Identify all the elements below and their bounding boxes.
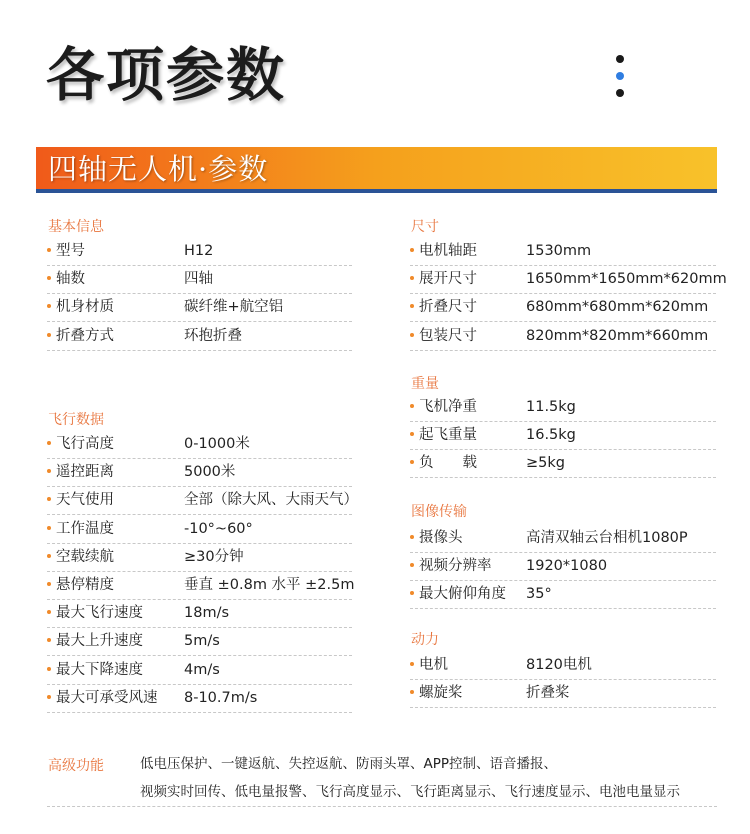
section-heading-weight: 重量 — [411, 376, 439, 392]
spec-value: 11.5kg — [526, 399, 576, 415]
spec-label: 负 载 — [419, 455, 477, 472]
spec-label: 最大上升速度 — [56, 633, 143, 650]
spec-label: 遥控距离 — [56, 464, 114, 481]
bullet-icon — [410, 460, 414, 464]
spec-label: 空载续航 — [56, 548, 114, 565]
section-heading-image: 图像传输 — [411, 504, 467, 520]
spec-label: 最大可承受风速 — [56, 689, 158, 706]
spec-row — [47, 656, 352, 685]
spec-label: 视频分辨率 — [419, 558, 492, 575]
bullet-icon — [410, 662, 414, 666]
spec-value: 18m/s — [184, 605, 230, 622]
menu-dot — [616, 55, 624, 63]
spec-value: ≥30分钟 — [184, 548, 244, 565]
bullet-icon — [47, 554, 51, 558]
spec-row — [47, 237, 352, 266]
spec-label: 螺旋桨 — [419, 685, 463, 702]
section-heading-flight: 飞行数据 — [48, 412, 104, 428]
banner-title: 四轴无人机·参数 — [48, 152, 269, 186]
divider — [47, 806, 717, 807]
spec-label: 电机轴距 — [419, 243, 477, 259]
spec-row — [410, 651, 716, 680]
spec-row — [47, 684, 352, 713]
spec-row — [47, 571, 355, 600]
spec-value: 碳纤维+航空铝 — [184, 299, 284, 316]
bullet-icon — [410, 333, 414, 337]
spec-value: H12 — [184, 243, 214, 259]
spec-value: 1650mm*1650mm*620mm — [526, 271, 727, 288]
bullet-icon — [410, 535, 414, 539]
bullet-icon — [410, 563, 414, 567]
bullet-icon — [47, 333, 51, 337]
spec-row — [47, 458, 352, 487]
spec-row — [47, 515, 352, 544]
bullet-icon — [47, 695, 51, 699]
spec-row — [47, 543, 352, 572]
spec-row — [47, 293, 352, 322]
spec-value: 高清双轴云台相机1080P — [526, 530, 688, 546]
spec-row — [410, 449, 716, 478]
spec-label: 悬停精度 — [56, 577, 114, 593]
section-heading-basic: 基本信息 — [48, 219, 104, 235]
spec-value: 680mm*680mm*620mm — [526, 299, 709, 316]
bullet-icon — [47, 441, 51, 445]
bullet-icon — [47, 248, 51, 252]
spec-label: 最大飞行速度 — [56, 605, 143, 622]
spec-value: 4m/s — [184, 661, 220, 678]
spec-row — [410, 679, 716, 708]
more-menu-icon[interactable] — [612, 53, 628, 103]
spec-row — [47, 430, 352, 459]
advanced-features-line-1: 低电压保护、一键返航、失控返航、防雨头罩、APP控制、语音播报、 — [140, 756, 558, 772]
spec-label: 摄像头 — [419, 530, 463, 546]
spec-value: -10°~60° — [184, 520, 253, 537]
spec-value: 5000米 — [184, 464, 236, 481]
menu-dot-active — [616, 72, 624, 80]
banner-underline — [36, 189, 717, 193]
bullet-icon — [47, 526, 51, 530]
spec-value: 环抱折叠 — [184, 327, 242, 344]
advanced-features-line-2: 视频实时回传、低电量报警、飞行高度显示、飞行距离显示、飞行速度显示、电池电量显示 — [140, 784, 680, 800]
spec-label: 飞机净重 — [419, 399, 477, 415]
spec-label: 轴数 — [56, 271, 85, 288]
section-heading-power: 动力 — [411, 632, 439, 648]
spec-label: 折叠方式 — [56, 327, 114, 344]
bullet-icon — [47, 638, 51, 642]
spec-value: 16.5kg — [526, 427, 576, 444]
spec-row — [410, 393, 716, 422]
spec-row — [410, 322, 716, 351]
spec-label: 最大下降速度 — [56, 661, 143, 678]
spec-value: 8120电机 — [526, 657, 592, 673]
spec-value: 8-10.7m/s — [184, 689, 258, 706]
bullet-icon — [410, 690, 414, 694]
spec-value: 820mm*820mm*660mm — [526, 327, 709, 344]
spec-row — [410, 237, 716, 266]
bullet-icon — [410, 404, 414, 408]
spec-label: 包装尺寸 — [419, 327, 477, 344]
spec-value: 全部（除大风、大雨天气） — [184, 492, 358, 509]
spec-row — [410, 580, 716, 609]
spec-row — [47, 599, 352, 628]
spec-value: 垂直 ±0.8m 水平 ±2.5m — [184, 577, 355, 593]
spec-label: 起飞重量 — [419, 427, 477, 444]
page-title: 各项参数 — [46, 41, 287, 109]
section-heading-size: 尺寸 — [411, 219, 439, 235]
bullet-icon — [410, 304, 414, 308]
spec-row — [47, 627, 352, 656]
section-heading-advanced: 高级功能 — [48, 758, 104, 774]
menu-dot — [616, 89, 624, 97]
bullet-icon — [47, 276, 51, 280]
spec-row — [410, 265, 727, 294]
spec-label: 电机 — [419, 657, 448, 673]
spec-label: 飞行高度 — [56, 436, 114, 452]
spec-label: 展开尺寸 — [419, 271, 477, 288]
spec-value: 0-1000米 — [184, 436, 250, 452]
spec-row — [47, 486, 358, 515]
spec-label: 机身材质 — [56, 299, 114, 316]
bullet-icon — [47, 469, 51, 473]
bullet-icon — [410, 432, 414, 436]
spec-row — [410, 552, 716, 581]
bullet-icon — [47, 610, 51, 614]
spec-value: 1530mm — [526, 243, 592, 259]
spec-value: 5m/s — [184, 633, 220, 650]
spec-label: 折叠尺寸 — [419, 299, 477, 316]
spec-row — [410, 524, 716, 553]
spec-row — [410, 293, 716, 322]
spec-row — [410, 421, 716, 450]
spec-value: 1920*1080 — [526, 558, 608, 575]
spec-value: 四轴 — [184, 271, 213, 288]
bullet-icon — [47, 582, 51, 586]
spec-label: 型号 — [56, 243, 85, 259]
bullet-icon — [410, 276, 414, 280]
spec-row — [47, 322, 352, 351]
bullet-icon — [47, 497, 51, 501]
spec-label: 工作温度 — [56, 520, 114, 537]
spec-label: 天气使用 — [56, 492, 114, 509]
spec-row — [47, 265, 352, 294]
bullet-icon — [47, 667, 51, 671]
spec-value: 折叠桨 — [526, 685, 570, 702]
spec-value: ≥5kg — [526, 455, 565, 472]
spec-value: 35° — [526, 586, 552, 603]
bullet-icon — [410, 248, 414, 252]
bullet-icon — [47, 304, 51, 308]
bullet-icon — [410, 591, 414, 595]
spec-label: 最大俯仰角度 — [419, 586, 506, 603]
